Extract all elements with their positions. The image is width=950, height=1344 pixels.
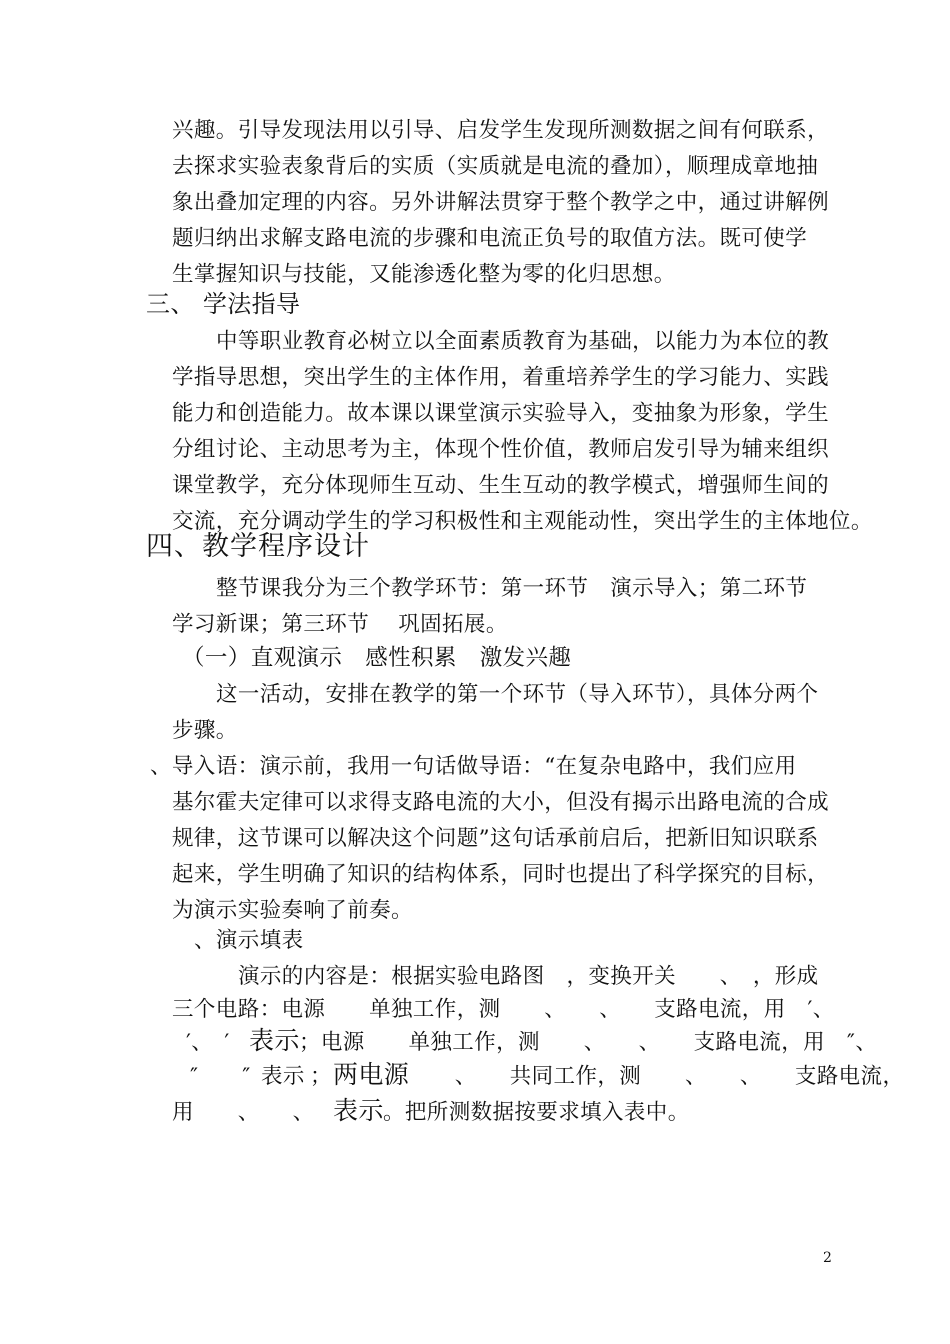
paragraph-line: 基尔霍夫定律可以求得支路电流的大小，但没有揭示出路电流的合成 xyxy=(172,790,830,815)
paragraph-line: 表示 xyxy=(261,1064,305,1089)
paragraph-line: 中等职业教育必树立以全面素质教育为基础，以能力为本位的教 xyxy=(216,329,830,354)
paragraph-line: ； xyxy=(310,1064,332,1089)
paragraph-line: 规律，这节课可以解决这个问题”这句话承前启后，把新旧知识联系 xyxy=(172,826,819,851)
paragraph-line: 课堂教学，充分体现师生互动、生生互动的教学模式，增强师生间的 xyxy=(172,473,830,498)
section-heading: 三、 学法指导 xyxy=(146,290,301,318)
paragraph-line: 、 共同工作，测 、 、 支路电流， xyxy=(411,1064,905,1089)
paragraph-line: 、导入语：演示前，我用一句话做导语：“在复杂电路中，我们应用 xyxy=(150,754,797,779)
paragraph-line: 能力和创造能力。故本课以课堂演示实验导入，变抽象为形象，学生 xyxy=(172,401,830,426)
paragraph-line: 三个电路：电源 单独工作，测 、 、 支路电流，用 ′、 xyxy=(172,997,835,1022)
paragraph-line: 学习新课；第三环节 巩固拓展。 xyxy=(172,612,508,637)
paragraph-line: 兴趣。引导发现法用以引导、启发学生发现所测数据之间有何联系， xyxy=(172,118,830,143)
paragraph-line: 生掌握知识与技能，又能渗透化整为零的化归思想。 xyxy=(172,262,676,287)
paragraph-line: 去探求实验表象背后的实质（实质就是电流的叠加），顺理成章地抽 xyxy=(172,154,819,179)
paragraph-line: 、演示填表 xyxy=(194,928,304,953)
paragraph-line: ；电源 单独工作，测 、 、 支路电流，用 ″、 xyxy=(299,1030,878,1055)
paragraph-line: 两电源 xyxy=(333,1060,410,1089)
paragraph-line: 表示 xyxy=(333,1096,384,1125)
paragraph-line: 交流，充分调动学生的学习积极性和主观能动性，突出学生的主体地位。 xyxy=(172,509,873,534)
subsection-heading: （一）直观演示 感性积累 激发兴趣 xyxy=(182,645,572,671)
paragraph-line: 分组讨论、主动思考为主，体现个性价值，教师启发引导为辅来组织 xyxy=(172,437,830,462)
section-heading: 四、教学程序设计 xyxy=(146,531,370,562)
paragraph-line: 为演示实验奏响了前奏。 xyxy=(172,898,413,923)
paragraph-line: 整节课我分为三个教学环节：第一环节 演示导入；第二环节 xyxy=(216,576,808,601)
paragraph-line: ′、 ′ xyxy=(186,1030,230,1055)
paragraph-line: ″ ″ xyxy=(190,1064,251,1089)
paragraph-line: 演示的内容是：根据实验电路图 ，变换开关 、 ，形成 xyxy=(238,964,819,989)
paragraph-line: 表示 xyxy=(249,1026,300,1055)
paragraph-line: 起来，学生明确了知识的结构体系，同时也提出了科学探究的目标， xyxy=(172,862,830,887)
paragraph-line: 步骤。 xyxy=(172,718,238,743)
paragraph-line: 这一活动，安排在教学的第一个环节（导入环节），具体分两个 xyxy=(216,682,819,707)
paragraph-line: 学指导思想，突出学生的主体作用，着重培养学生的学习能力、实践 xyxy=(172,365,830,390)
paragraph-line: 。把所测数据按要求填入表中。 xyxy=(383,1100,690,1125)
paragraph-line: 象出叠加定理的内容。另外讲解法贯穿于整个教学之中，通过讲解例 xyxy=(172,190,830,215)
paragraph-line: 用 、 、 xyxy=(172,1100,348,1125)
paragraph-line: 题归纳出求解支路电流的步骤和电流正负号的取值方法。既可使学 xyxy=(172,226,808,251)
page-number: 2 xyxy=(823,1250,832,1266)
